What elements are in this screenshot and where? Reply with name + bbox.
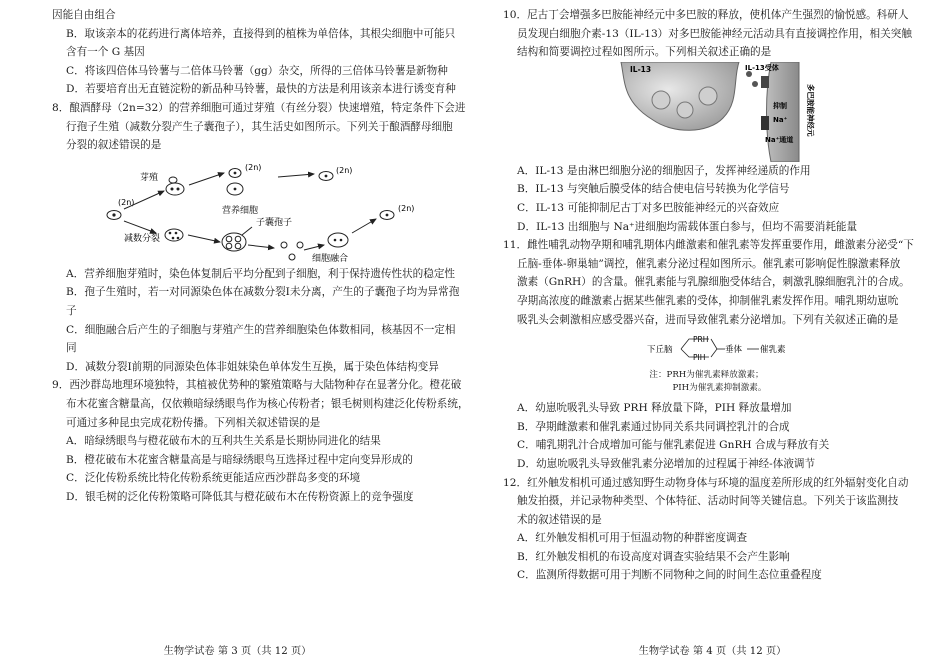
text-line: 丘脑-垂体-卵巢轴”调控，催乳素分泌过程如图所示。催乳素可影响促性腺激素释放 <box>517 257 901 270</box>
vesicle <box>699 87 717 105</box>
text-line: 员发现白细胞介素-13（IL-13）对多巴胺能神经元活动具有直接调控作用，相关突触 <box>517 27 912 40</box>
text-line: B．孕期雌激素和催乳素通过协同关系共同调控乳汁的合成 <box>517 420 790 433</box>
text-line: 术的叙述错误的是 <box>517 513 602 526</box>
question-11-stem: 11．雌性哺乳动物孕期和哺乳期体内雌激素和催乳素等发挥重要作用，雌激素分泌受“下 <box>503 239 914 252</box>
synapse-diagram <box>503 62 906 162</box>
text-line: C．监测所得数据可用于判断不同物种之间的时间生态位重叠程度 <box>517 569 822 582</box>
question-9-stem: 9．西沙群岛地理环境独特，其植被优势种的繁殖策略与大陆物种存在显著分化。橙花破 <box>52 379 462 392</box>
text-line: 布木花蜜含糖量高，仅依赖暗绿绣眼鸟作为核心传粉者；银毛树则构建泛化传粉系统， <box>66 397 469 410</box>
schematic-note: PIH为催乳素抑制激素。 <box>672 383 767 394</box>
arrow-to-vegetative <box>189 173 224 185</box>
page-footer: 生物学试卷 第 3 页（共 12 页） <box>163 646 312 657</box>
prolactin-schematic <box>503 329 906 369</box>
prolactin-pathway-diagram <box>503 329 906 369</box>
text-line: C．细胞融合后产生的子细胞与芽殖产生的营养细胞染色体数相同，核基因不一定相 <box>66 323 456 336</box>
vesicle <box>677 102 693 118</box>
text-line: C．IL-13 可能抑制尼古丁对多巴胺能神经元的兴奋效应 <box>517 201 780 214</box>
text-line: B．孢子生殖时，若一对同源染色体在减数分裂I未分离，产生的子囊孢子均为异常孢 <box>66 286 460 299</box>
label-dopamine-neuron: 多巴胺能神经元 <box>806 83 815 137</box>
arrow-to-ascus <box>188 235 220 242</box>
text-line: 结构和简要调控过程如图所示。下列相关叙述正确的是 <box>517 46 772 59</box>
ascospore-cell <box>289 254 295 260</box>
exam-page-4 <box>475 0 950 671</box>
text-line: 激素（GnRH）的含量。催乳素能与乳腺细胞受体结合，刺激乳腺细胞乳汁的合成。 <box>517 276 910 289</box>
text-line: A．红外触发相机可用于恒温动物的种群密度调查 <box>517 532 748 545</box>
text-line: 吸乳头会刺激相应感受器兴奋，进而导致催乳素分泌增加。下列有关叙述正确的是 <box>517 313 899 326</box>
text-line: B．取该亲本的花药进行离体培养，直接得到的植株为单倍体，其根尖细胞中可能只 <box>66 27 456 40</box>
postsynaptic-neuron <box>767 62 800 162</box>
text-line: B．红外触发相机的布设高度对调查实验结果不会产生影响 <box>517 550 790 563</box>
text-line: A．暗绿绣眼鸟与橙花破布木的互利共生关系是长期协同进化的结果 <box>66 435 381 448</box>
arrow-to-right-cell <box>278 174 314 177</box>
text-line: A．幼崽吮吸乳头导致 PRH 释放量下降，PIH 释放量增加 <box>517 402 792 415</box>
meiotic-cell <box>165 229 183 241</box>
text-line: B．橙花破布木花蜜含糖量高是与暗绿绣眼鸟互选择过程中定向变异形成的 <box>66 453 413 466</box>
yeast-life-cycle-diagram <box>52 155 453 265</box>
label-inhibit: 抑制 <box>773 101 787 110</box>
text-line: 孕期高浓度的雌激素占据某些催乳素的受体，抑制催乳素发挥作用。哺乳期幼崽吮 <box>517 294 899 307</box>
arrow-to-fusion <box>304 245 324 250</box>
text-line: D．幼崽吮吸乳头导致催乳素分泌增加的过程属于神经-体液调节 <box>517 457 816 470</box>
label-prolactin: 催乳素 <box>760 345 786 356</box>
vesicle <box>652 91 670 109</box>
label-budding: 芽殖 <box>140 172 159 183</box>
text-line: D．减数分裂I前期的同源染色体非姐妹染色单体发生互换，属于染色体结构变异 <box>66 360 439 373</box>
text-line: 因能自由组合 <box>52 9 116 21</box>
label-meiosis: 减数分裂 <box>124 233 161 244</box>
label-pih: PIH <box>693 353 706 363</box>
synapse-figure <box>503 62 906 162</box>
question-12-stem: 12．红外触发相机可通过感知野生动物身体与环境的温度差所形成的红外辐射变化自动 <box>503 476 909 489</box>
text-line: 触发拍摄，并记录物种类型、个体特征、活动时间等关键信息。下列关于该监测技 <box>517 495 899 508</box>
label-na-plus: Na⁺ <box>773 115 788 124</box>
page-footer: 生物学试卷 第 4 页（共 12 页） <box>638 646 787 657</box>
label-2n-top: (2n) <box>245 162 262 172</box>
ascus <box>222 233 246 251</box>
label-il13: IL-13 <box>630 64 652 74</box>
question-10-stem: 10．尼古丁会增强多巴胺能神经元中多巴胺的释放，使机体产生强烈的愉悦感。科研人 <box>503 9 909 21</box>
fused-cell <box>328 233 348 247</box>
label-2n-right-top: (2n) <box>336 165 353 175</box>
text-line: 含有一个 G 基因 <box>66 46 145 59</box>
label-pituitary: 垂体 <box>725 345 743 356</box>
schematic-note: 注：PRH为催乳素释放激素； <box>649 370 764 381</box>
il13-receptor <box>761 76 769 88</box>
text-line: C．泛化传粉系统比特化传粉系统更能适应西沙群岛多变的环境 <box>66 472 361 485</box>
label-vegetative: 营养细胞 <box>222 205 259 216</box>
yeast-life-cycle-figure <box>52 155 453 265</box>
label-fusion: 细胞融合 <box>312 253 349 264</box>
text-line: D．若要培育出无直链淀粉的新品种马铃薯，最快的方法是利用该亲本进行诱变育种 <box>66 83 456 96</box>
ascospore-cell <box>297 242 303 248</box>
label-na-channel: Na⁺通道 <box>765 135 794 144</box>
text-line: D．银毛树的泛化传粉策略可降低其与橙花破布木在传粉资源上的竞争强度 <box>66 490 414 503</box>
text-line: 子 <box>66 304 77 317</box>
label-prh: PRH <box>693 335 709 345</box>
text-line: D．IL-13 出细胞与 Na⁺进细胞均需载体蛋白参与，但均不需要消耗能量 <box>517 220 858 233</box>
text-line: C．哺乳期乳汁合成增加可能与催乳素促进 GnRH 合成与释放有关 <box>517 439 830 452</box>
text-line: 可通过多种昆虫完成花粉传播。下列相关叙述错误的是 <box>66 416 321 429</box>
text-line: 同 <box>66 342 77 355</box>
text-line: 行孢子生殖（减数分裂产生子囊孢子），其生活史如图所示。下列关于酿酒酵母细胞 <box>66 120 453 133</box>
text-line: C．将该四倍体马铃薯与二倍体马铃薯（gg）杂交，所得的三倍体马铃薯是新物种 <box>66 64 448 77</box>
text-line: 分裂的叙述错误的是 <box>66 139 162 152</box>
label-il13-receptor: IL-13受体 <box>745 63 779 72</box>
text-line: A．IL-13 是由淋巴细胞分泌的细胞因子，发挥神经递质的作用 <box>517 164 811 177</box>
label-hypothalamus: 下丘脑 <box>647 345 673 356</box>
text-line: A．营养细胞芽殖时，染色体复制后平均分配到子细胞，利于保持遗传性状的稳定性 <box>66 267 456 280</box>
label-2n-right: (2n) <box>398 203 415 213</box>
budding-cell <box>166 183 184 195</box>
meiosis-arrow <box>124 221 156 233</box>
label-2n-left: (2n) <box>118 197 135 207</box>
question-8-stem: 8．酿酒酵母（2n=32）的营养细胞可通过芽殖（有丝分裂）快速增殖，特定条件下会进 <box>52 101 466 114</box>
label-ascospore: 子囊孢子 <box>256 217 293 228</box>
arrow-to-spores <box>248 245 274 248</box>
ascospore-cell <box>281 242 287 248</box>
na-channel <box>761 116 769 130</box>
text-line: B．IL-13 与突触后膜受体的结合使电信号转换为化学信号 <box>517 183 790 196</box>
arrow-to-diploid <box>352 219 376 233</box>
